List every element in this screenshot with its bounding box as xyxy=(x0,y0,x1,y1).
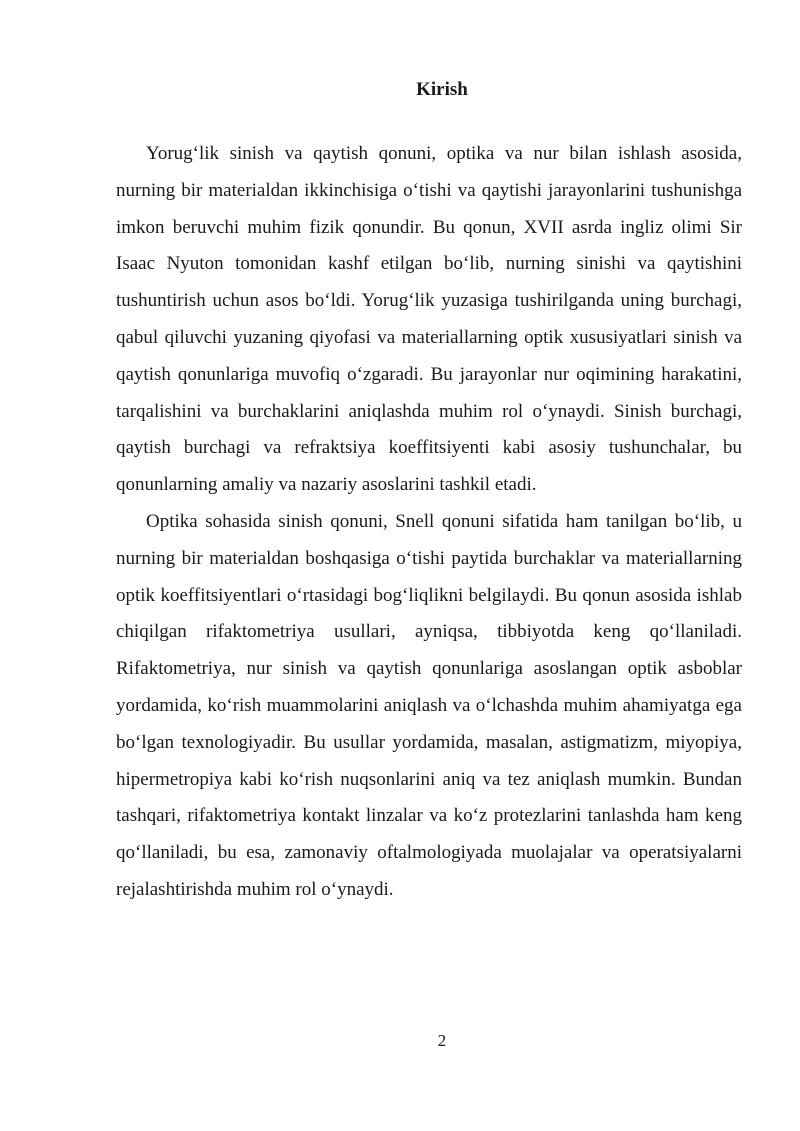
page-number: 2 xyxy=(437,1031,447,1050)
paragraph-2: Optika sohasida sinish qonuni, Snell qonuni sifatida ham tanilgan bo‘lib, u nurning bir materialdan boshqasiga o‘tishi paytida burchaklar va materiallarning optik koeffitsiyentlari o‘rtasidagi bog‘liqlikni belgilaydi. Bu qonun asosida ishlab chiqilgan rifaktometriya usullari, ayniqsa, tibbiyotda keng qo‘llaniladi. Rifaktometriya, nur sinish va qaytish qonunlariga asoslangan optik asboblar yordamida, ko‘rish muammolarini aniqlash va o‘lchashda muhim ahamiyatga ega bo‘lgan texnologiyadir. Bu usullar yordamida, masalan, astigmatizm, miyopiya, hipermetropiya kabi ko‘rish nuqsonlarini aniq va tez aniqlash mumkin. Bundan tashqari, rifaktometriya kontakt linzalar va ko‘z protezlarini tanlashda ham keng qo‘llaniladi, bu esa, zamonaviy oftalmologiyada muolajalar va operatsiyalarni rejalashtirishda muhim rol o‘ynaydi. xyxy=(116,510,742,900)
paragraph-1: Yorug‘lik sinish va qaytish qonuni, optika va nur bilan ishlash asosida, nurning bir materialdan ikkinchisiga o‘tishi va qaytishi jarayonlarini tushunishga imkon beruvchi muhim fizik qonundir. Bu qonun, XVII asrda ingliz olimi Sir Isaac Nyuton tomonidan kashf etilgan bo‘lib, nurning sinishi va qaytishini tushuntirish uchun asos bo‘ldi. Yorug‘lik yuzasiga tushirilganda uning burchagi, qabul qiluvchi yuzaning qiyofasi va materiallarning optik xususiyatlari sinish va qaytish qonunlariga muvofiq o‘zgaradi. Bu jarayonlar nur oqimining harakatini, tarqalishini va burchaklarini aniqlashda muhim rol o‘ynaydi. Sinish burchagi, qaytish burchagi va refraktsiya koeffitsiyenti kabi asosiy tushunchalar, bu qonunlarning amaliy va nazariy asoslarini tashkil etadi. xyxy=(116,143,742,496)
body-text xyxy=(116,136,742,909)
page-title: Kirish xyxy=(416,79,468,100)
